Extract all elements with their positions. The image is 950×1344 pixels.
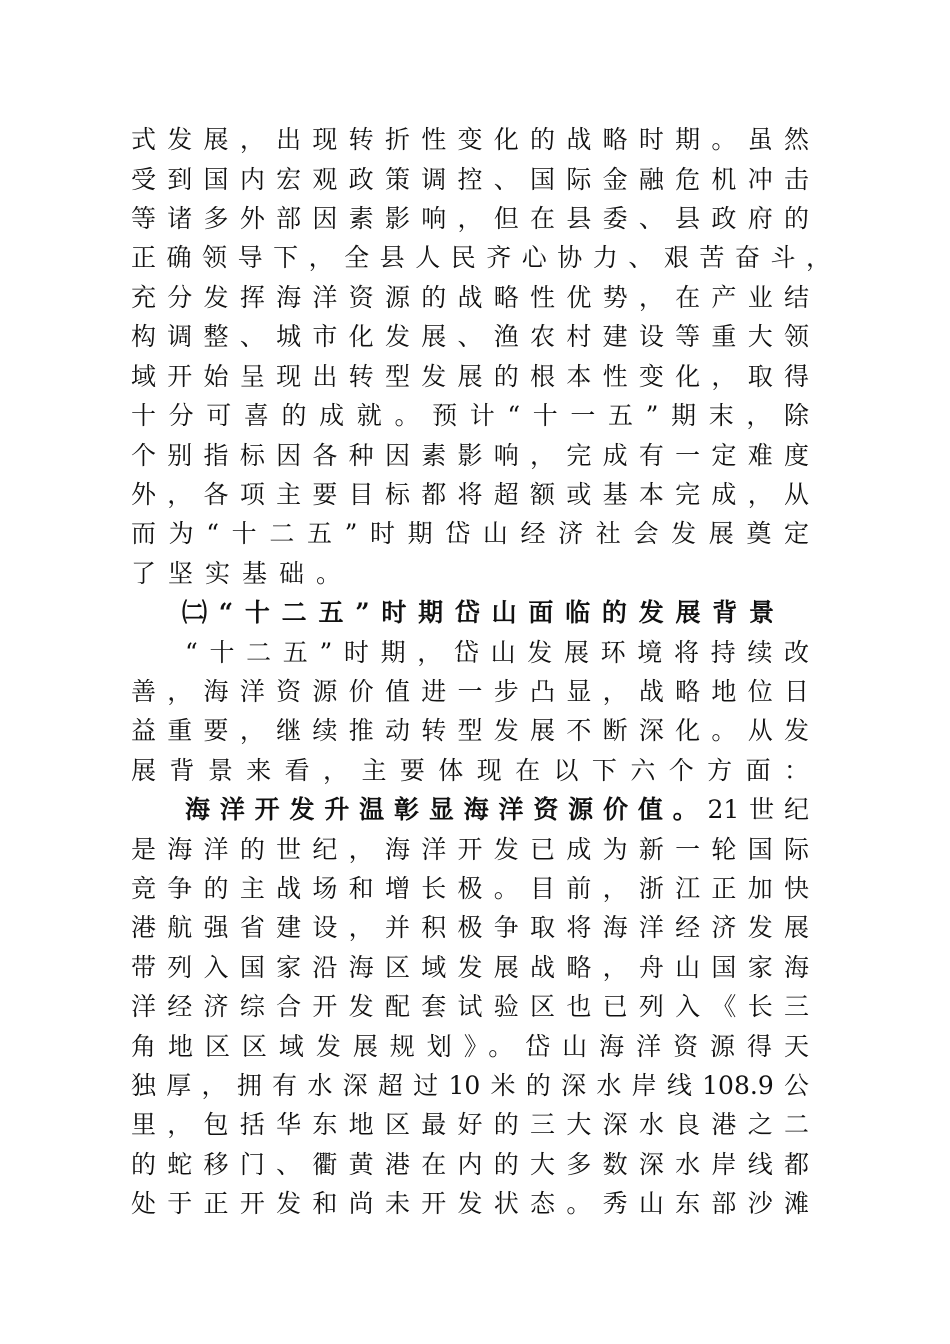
text-line: 是海洋的世纪，海洋开发已成为新一轮国际 — [131, 835, 809, 864]
text-line: 构调整、城市化发展、渔农村建设等重大领 — [131, 322, 809, 351]
text-line: 个别指标因各种因素影响，完成有一定难度 — [131, 441, 809, 470]
text-line: 益重要，继续推动转型发展不断深化。从发 — [131, 716, 809, 745]
text-line: 而为“十二五”时期岱山经济社会发展奠定 — [131, 519, 809, 548]
text-line: 外，各项主要目标都将超额或基本完成，从 — [131, 480, 809, 509]
text-line: 带列入国家沿海区域发展战略，舟山国家海 — [131, 953, 809, 982]
text-line: 展背景来看，主要体现在以下六个方面： — [131, 756, 809, 785]
text-line-mixed — [185, 795, 809, 825]
text-line: 式发展，出现转折性变化的战略时期。虽然 — [131, 125, 809, 154]
text-line: 正确领导下，全县人民齐心协力、艰苦奋斗， — [131, 243, 831, 272]
text-line: 里，包括华东地区最好的三大深水良港之二 — [131, 1110, 809, 1139]
section-heading: ㈡“十二五”时期岱山面临的发展背景 — [182, 598, 774, 627]
text-line: 充分发挥海洋资源的战略性优势，在产业结 — [131, 283, 809, 312]
text-run: 21世纪 — [707, 795, 809, 824]
text-line: 竞争的主战场和增长极。目前，浙江正加快 — [131, 874, 809, 903]
text-line: 善，海洋资源价值进一步凸显，战略地位日 — [131, 677, 809, 706]
text-line: 了坚实基础。 — [131, 559, 354, 588]
text-line: 等诸多外部因素影响，但在县委、县政府的 — [131, 204, 809, 233]
text-line: 十分可喜的成就。预计“十一五”期末，除 — [131, 401, 809, 430]
text-line: 受到国内宏观政策调控、国际金融危机冲击 — [131, 165, 809, 194]
bold-lead-phrase: 海洋开发升温彰显海洋资源价值。 — [185, 795, 708, 824]
text-line: 独厚，拥有水深超过10米的深水岸线108.9公 — [131, 1071, 809, 1100]
text-line: 的蛇移门、衢黄港在内的大多数深水岸线都 — [131, 1150, 809, 1179]
text-line: 域开始呈现出转型发展的根本性变化，取得 — [131, 362, 809, 391]
text-line: “十二五”时期，岱山发展环境将持续改 — [185, 638, 809, 667]
text-line: 处于正开发和尚未开发状态。秀山东部沙滩 — [131, 1189, 809, 1218]
text-line: 港航强省建设，并积极争取将海洋经济发展 — [131, 913, 809, 942]
text-line: 角地区区域发展规划》。岱山海洋资源得天 — [131, 1032, 809, 1061]
text-line: 洋经济综合开发配套试验区也已列入《长三 — [131, 992, 809, 1021]
